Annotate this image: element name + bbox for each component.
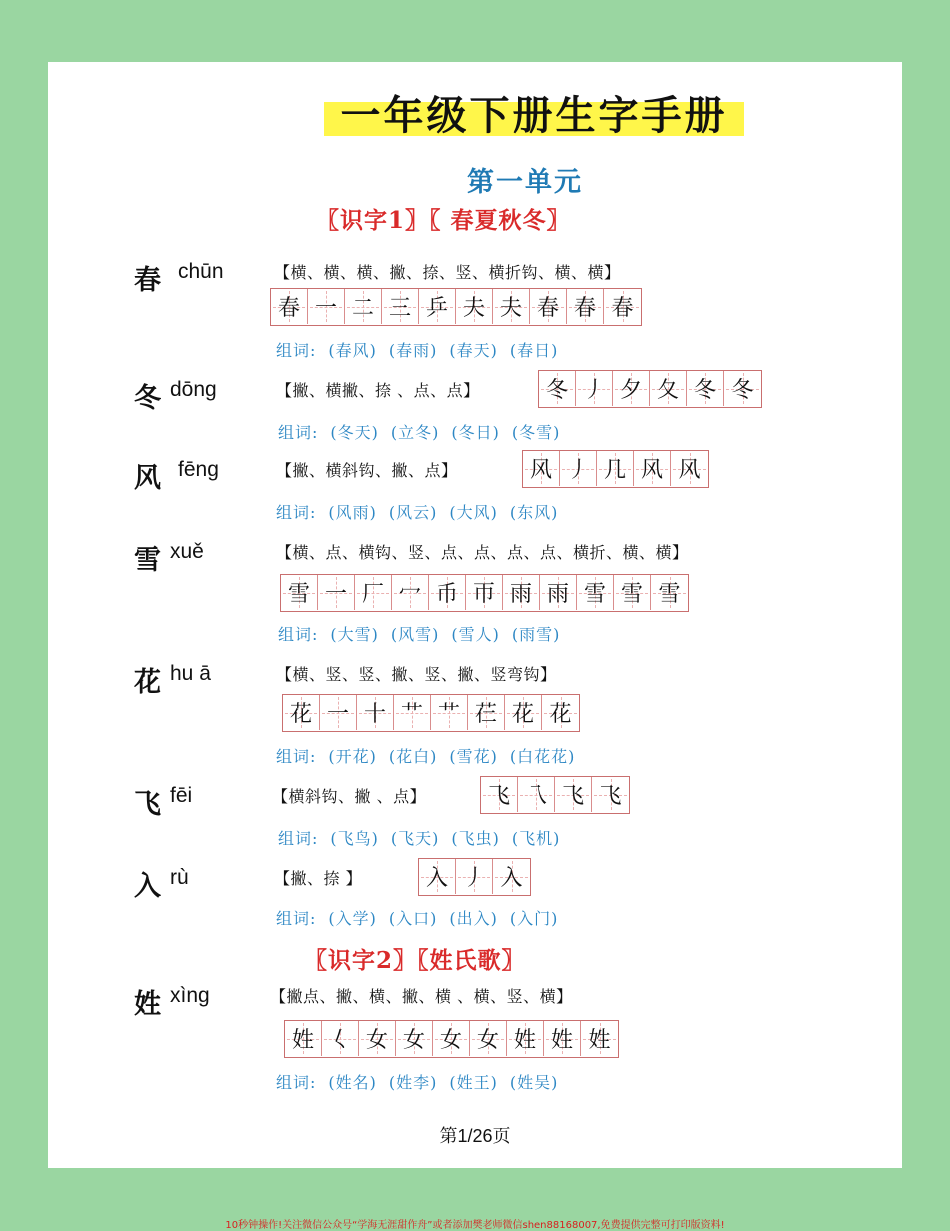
grid-cell: 冬 bbox=[539, 371, 576, 406]
entry-character: 雪 bbox=[134, 545, 161, 576]
stroke-grid bbox=[270, 288, 642, 326]
entry-pinyin: xuě bbox=[170, 540, 204, 563]
word-list bbox=[278, 826, 560, 849]
grid-cell: 几 bbox=[597, 451, 634, 486]
stroke-order-text: 【横斜钩、撇 、点】 bbox=[272, 787, 427, 806]
grid-cell: 夂 bbox=[650, 371, 687, 406]
title-block bbox=[324, 92, 744, 139]
grid-cell: 一 bbox=[320, 695, 357, 730]
grid-cell: 飞 bbox=[555, 777, 592, 812]
words-label: 组词: bbox=[278, 829, 319, 848]
word-item: (春雨) bbox=[388, 341, 438, 360]
lesson-heading-2: 〖识字2〗〖姓氏歌〗 bbox=[304, 947, 526, 974]
stroke-grid bbox=[522, 450, 709, 488]
word-item: (雨雪) bbox=[511, 625, 561, 644]
stroke-order-text: 【横、点、横钩、竖、点、点、点、点、横折、横、横】 bbox=[276, 543, 689, 562]
grid-cell: 风 bbox=[671, 451, 708, 486]
entry-pinyin: hu ā bbox=[170, 662, 211, 685]
word-item: (风雪) bbox=[390, 625, 440, 644]
grid-cell: 入 bbox=[493, 859, 530, 894]
grid-cell: 雨 bbox=[503, 575, 540, 610]
grid-cell: 飞 bbox=[592, 777, 629, 812]
entry-character: 入 bbox=[134, 871, 161, 902]
words-label: 组词: bbox=[276, 503, 317, 522]
grid-cell: 冬 bbox=[687, 371, 724, 406]
entry-pinyin: xìng bbox=[170, 984, 210, 1007]
words-label: 组词: bbox=[276, 341, 317, 360]
word-item: (姓名) bbox=[328, 1073, 377, 1092]
word-item: (东风) bbox=[509, 503, 559, 522]
word-list bbox=[278, 420, 560, 443]
page-number: 第1/26页 bbox=[439, 1126, 511, 1146]
entry-character: 春 bbox=[134, 265, 161, 296]
grid-cell: 乒 bbox=[419, 289, 456, 324]
grid-cell: 雪 bbox=[651, 575, 688, 610]
word-item: (姓李) bbox=[388, 1073, 438, 1092]
grid-cell: 乁 bbox=[518, 777, 555, 812]
word-item: (飞机) bbox=[511, 829, 561, 848]
grid-cell: 夕 bbox=[613, 371, 650, 406]
words-label: 组词: bbox=[276, 747, 317, 766]
word-item: (春天) bbox=[449, 341, 498, 360]
grid-cell: 花 bbox=[283, 695, 320, 730]
stroke-grid bbox=[280, 574, 689, 612]
grid-cell: 花 bbox=[505, 695, 542, 730]
grid-cell: 一 bbox=[318, 575, 355, 610]
entry-pinyin: chūn bbox=[178, 260, 224, 283]
unit-heading: 第一单元 bbox=[467, 167, 583, 198]
grid-cell: 丿 bbox=[456, 859, 493, 894]
grid-cell: 帀 bbox=[466, 575, 503, 610]
grid-cell: 丿 bbox=[560, 451, 597, 486]
lesson-heading-1: 〖识字1〗〖 春夏秋冬〗 bbox=[316, 207, 571, 234]
entry-character: 花 bbox=[134, 667, 161, 698]
stroke-order-text: 【撇、横撇、捺 、点、点】 bbox=[276, 381, 480, 400]
word-item: (风雨) bbox=[328, 503, 377, 522]
grid-cell: 姓 bbox=[285, 1021, 322, 1056]
word-item: (入口) bbox=[388, 909, 438, 928]
grid-cell: 姓 bbox=[544, 1021, 581, 1056]
word-item: (大风) bbox=[449, 503, 498, 522]
grid-cell: 女 bbox=[433, 1021, 470, 1056]
page-title: 一年级下册生字手册 bbox=[340, 92, 728, 139]
grid-cell: 冖 bbox=[392, 575, 429, 610]
word-item: (出入) bbox=[449, 909, 498, 928]
word-item: (姓吴) bbox=[509, 1073, 559, 1092]
grid-cell: 雨 bbox=[540, 575, 577, 610]
footer-notice: 10秒钟操作!关注微信公众号“学海无涯甜作舟”或者添加樊老师微信shen88168007,免费提供完整可打印版资料! bbox=[225, 1220, 725, 1231]
grid-cell: 夫 bbox=[456, 289, 493, 324]
grid-cell: 厂 bbox=[355, 575, 392, 610]
entry-pinyin: fēng bbox=[178, 458, 219, 481]
words-label: 组词: bbox=[276, 909, 317, 928]
word-item: (雪花) bbox=[449, 747, 498, 766]
grid-cell: 女 bbox=[396, 1021, 433, 1056]
grid-cell: 雪 bbox=[281, 575, 318, 610]
word-item: (姓王) bbox=[449, 1073, 498, 1092]
grid-cell: 雪 bbox=[614, 575, 651, 610]
grid-cell: 春 bbox=[271, 289, 308, 324]
grid-cell: 艹 bbox=[394, 695, 431, 730]
words-label: 组词: bbox=[276, 1073, 317, 1092]
grid-cell: 春 bbox=[604, 289, 641, 324]
word-item: (冬天) bbox=[330, 423, 379, 442]
word-item: (冬日) bbox=[451, 423, 500, 442]
stroke-grid bbox=[418, 858, 531, 896]
grid-cell: 冬 bbox=[724, 371, 761, 406]
grid-cell: 风 bbox=[523, 451, 560, 486]
grid-cell: 币 bbox=[429, 575, 466, 610]
grid-cell: 二 bbox=[345, 289, 382, 324]
word-item: (入门) bbox=[509, 909, 559, 928]
grid-cell: 入 bbox=[419, 859, 456, 894]
word-list bbox=[276, 500, 558, 523]
word-list bbox=[276, 906, 558, 929]
stroke-grid bbox=[284, 1020, 619, 1058]
entry-character: 冬 bbox=[134, 383, 161, 414]
grid-cell: 风 bbox=[634, 451, 671, 486]
entry-pinyin: rù bbox=[170, 866, 189, 889]
grid-cell: 艹 bbox=[431, 695, 468, 730]
words-label: 组词: bbox=[278, 423, 319, 442]
grid-cell: 女 bbox=[470, 1021, 507, 1056]
stroke-grid bbox=[282, 694, 580, 732]
word-item: (春日) bbox=[509, 341, 559, 360]
grid-cell: 春 bbox=[530, 289, 567, 324]
word-item: (雪人) bbox=[451, 625, 500, 644]
handbook-page bbox=[48, 62, 902, 1168]
word-item: (开花) bbox=[328, 747, 377, 766]
grid-cell: 姓 bbox=[507, 1021, 544, 1056]
grid-cell: 女 bbox=[359, 1021, 396, 1056]
word-item: (风云) bbox=[388, 503, 438, 522]
word-item: (大雪) bbox=[330, 625, 379, 644]
entry-pinyin: fēi bbox=[170, 784, 193, 807]
stroke-order-text: 【撇、横斜钩、撇、点】 bbox=[276, 461, 458, 480]
stroke-grid bbox=[480, 776, 630, 814]
grid-cell: 夫 bbox=[493, 289, 530, 324]
entry-character: 姓 bbox=[134, 989, 161, 1020]
word-list bbox=[276, 1070, 558, 1093]
grid-cell: 飞 bbox=[481, 777, 518, 812]
word-list bbox=[276, 744, 575, 767]
word-item: (飞鸟) bbox=[330, 829, 379, 848]
stroke-order-text: 【撇点、撇、横、撇、横 、横、竖、横】 bbox=[270, 987, 573, 1006]
grid-cell: 雪 bbox=[577, 575, 614, 610]
grid-cell: 一 bbox=[308, 289, 345, 324]
grid-cell: 芢 bbox=[468, 695, 505, 730]
word-list bbox=[278, 622, 560, 645]
stroke-order-text: 【撇、捺 】 bbox=[274, 869, 363, 888]
stroke-order-text: 【横、竖、竖、撇、竖、撇、竖弯钩】 bbox=[276, 665, 557, 684]
words-label: 组词: bbox=[278, 625, 319, 644]
grid-cell: 丿 bbox=[576, 371, 613, 406]
grid-cell: 春 bbox=[567, 289, 604, 324]
word-item: (立冬) bbox=[390, 423, 440, 442]
grid-cell: 花 bbox=[542, 695, 579, 730]
stroke-grid bbox=[538, 370, 762, 408]
word-item: (春风) bbox=[328, 341, 377, 360]
grid-cell: 姓 bbox=[581, 1021, 618, 1056]
word-item: (花白) bbox=[388, 747, 438, 766]
entry-character: 风 bbox=[134, 463, 161, 494]
word-item: (飞天) bbox=[390, 829, 440, 848]
grid-cell: 十 bbox=[357, 695, 394, 730]
entry-pinyin: dōng bbox=[170, 378, 217, 401]
entry-character: 飞 bbox=[134, 789, 161, 820]
stroke-order-text: 【横、横、横、撇、捺、竖、横折钩、横、横】 bbox=[274, 263, 621, 282]
word-item: (冬雪) bbox=[511, 423, 561, 442]
word-item: (入学) bbox=[328, 909, 377, 928]
word-item: (飞虫) bbox=[451, 829, 500, 848]
grid-cell: 𡿨 bbox=[322, 1021, 359, 1056]
word-list bbox=[276, 338, 558, 361]
grid-cell: 三 bbox=[382, 289, 419, 324]
word-item: (白花花) bbox=[509, 747, 576, 766]
